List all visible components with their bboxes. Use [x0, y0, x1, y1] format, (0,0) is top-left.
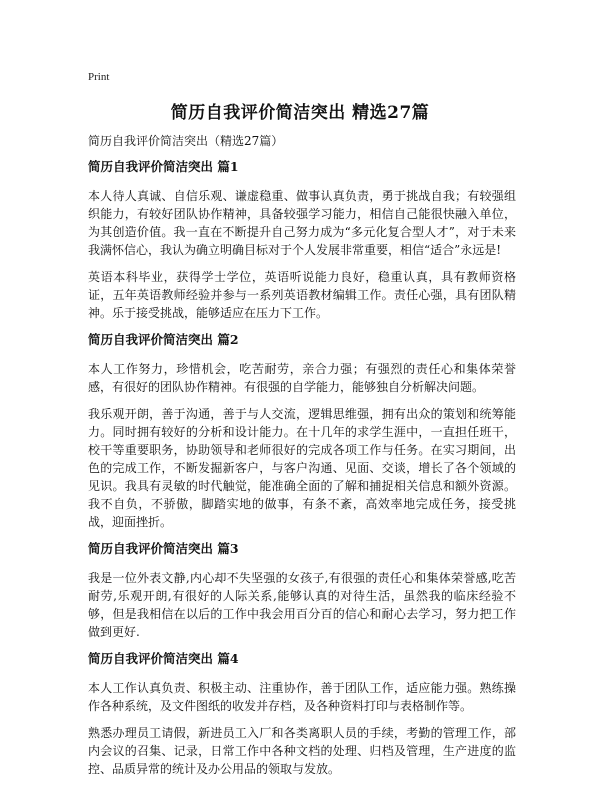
section-heading: 简历自我评价简洁突出 篇1 — [88, 159, 239, 174]
section-paragraph: 熟悉办理员工请假，新进员工入厂和各类离职人员的手续，考勤的管理工作，部内会议的召集、记录，日常工作中各种文档的处理、归档及管理，生产进度的监控、品质异常的统计及办公用品的领取与发放。 — [88, 726, 516, 776]
page-title: 简历自我评价简洁突出 精选27篇 — [170, 103, 430, 123]
section-heading: 简历自我评价简洁突出 篇2 — [88, 332, 239, 347]
section-paragraph: 本人工作认真负责、积极主动、注重协作，善于团队工作，适应能力强。熟练操作各种系统，及文件图纸的收发并存档，及各种资料打印与表格制作等。 — [88, 681, 516, 713]
section-1 — [88, 158, 516, 322]
section-paragraph: 我乐观开朗，善于沟通，善于与人交流，逻辑思维强，拥有出众的策划和统筹能力。同时拥有较好的分析和设计能力。在十几年的求学生涯中，一直担任班干，校干等重要职务，协助领导和老师很好的完成各项工作与任务。在实习期间，出色的完成工作，不断发掘新客户，与客户沟通、见面、交谈，增长了各个领域的见识。我具有灵敏的时代触觉，能准确全面的了解和捕捉相关信息和额外资源。我不自负，不骄傲，脚踏实地的做事，有条不紊，高效率地完成任务，接受挑战，迎面挫折。 — [88, 407, 516, 529]
section-4 — [88, 650, 516, 778]
document-body — [88, 158, 516, 787]
section-heading: 简历自我评价简洁突出 篇4 — [88, 651, 239, 666]
section-3 — [88, 540, 516, 641]
section-paragraph: 英语本科毕业，获得学士学位，英语听说能力良好，稳重认真，具有教师资格证，五年英语教师经验并参与一系列英语教材编辑工作。责任心强，具有团队精神。乐于接受挑战，能够适应在压力下工作。 — [88, 270, 516, 320]
section-2 — [88, 331, 516, 531]
section-paragraph: 本人待人真诚、自信乐观、谦虚稳重、做事认真负责，勇于挑战自我；有较强组织能力，有较好团队协作精神，具备较强学习能力，相信自己能很快融入单位，为其创造价值。我一直在不断提升自己努力成为“多元化复合型人才”，对于未来我满怀信心，我认为确立明确目标对于个人发展非常重要，相信“适合”永远是! — [88, 189, 516, 257]
print-link[interactable]: Print — [88, 71, 110, 83]
section-paragraph: 本人工作努力，珍惜机会，吃苦耐劳，亲合力强；有强烈的责任心和集体荣誉感，有很好的团队协作精神。有很强的自学能力，能够独自分析解决问题。 — [88, 362, 516, 394]
section-paragraph: 我是一位外表文静,内心却不失坚强的女孩子,有很强的责任心和集体荣誉感,吃苦耐劳,乐观开朗,有很好的人际关系,能够认真的对待生活，虽然我的临床经验不够，但是我相信在以后的工作中我会用百分百的信心和耐心去学习，努力把工作做到更好. — [88, 571, 516, 639]
section-heading: 简历自我评价简洁突出 篇3 — [88, 541, 239, 556]
document-subtitle: 简历自我评价简洁突出（精选27篇） — [88, 134, 284, 148]
